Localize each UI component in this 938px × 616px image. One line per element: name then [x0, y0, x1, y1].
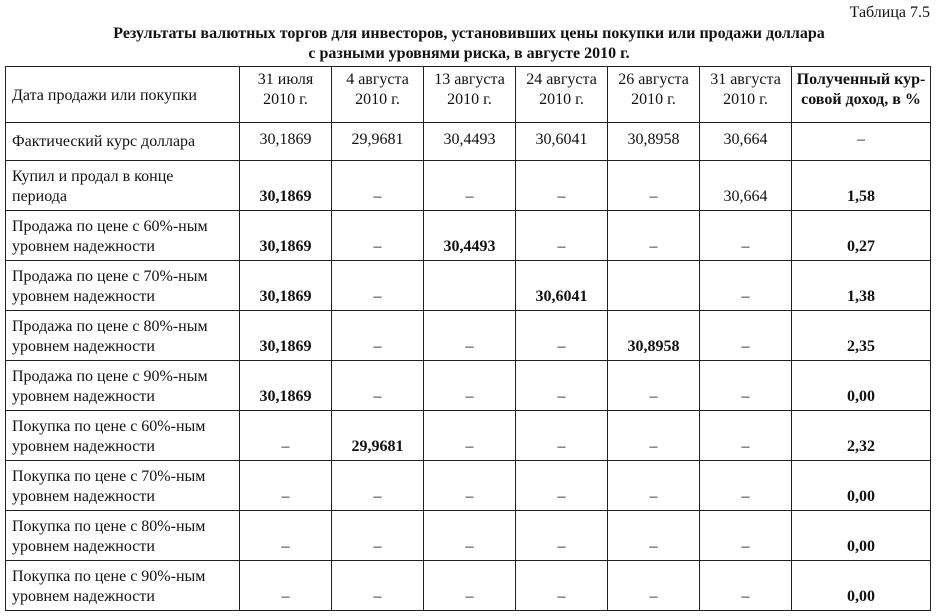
header-date-cell: 31 августа 2010 г.	[700, 67, 792, 123]
table-row	[6, 211, 931, 261]
table-cell: –	[608, 211, 700, 261]
table-cell: 30,4493	[424, 211, 516, 261]
table-cell: 30,4493	[424, 123, 516, 161]
result-cell: 0,27	[792, 211, 931, 261]
table-row	[6, 561, 931, 611]
table-cell: –	[424, 161, 516, 211]
table-cell: –	[240, 461, 332, 511]
table-cell: –	[700, 261, 792, 311]
header-date-cell: 13 августа 2010 г.	[424, 67, 516, 123]
table-cell: –	[792, 123, 931, 161]
row-label: Покупка по цене с 70%-ным уровнем надежности	[6, 461, 240, 511]
row-label: Покупка по цене с 80%-ным уровнем надежности	[6, 511, 240, 561]
header-date-cell: 26 августа 2010 г.	[608, 67, 700, 123]
table-cell: –	[608, 561, 700, 611]
table-cell: 30,8958	[608, 311, 700, 361]
table-cell: –	[332, 161, 424, 211]
table-cell: –	[516, 461, 608, 511]
row-label: Покупка по цене с 60%-ным уровнем надежности	[6, 411, 240, 461]
caption-line-1: Результаты валютных торгов для инвесторов, установивших цены покупки или продажи доллара	[113, 25, 825, 42]
table-row	[6, 161, 931, 211]
header-date-cell: 4 августа 2010 г.	[332, 67, 424, 123]
table-row	[6, 261, 931, 311]
table-number: Таблица 7.5	[849, 4, 930, 21]
table-cell: –	[700, 511, 792, 561]
row-label: Продажа по цене с 80%-ным уровнем надежности	[6, 311, 240, 361]
header-row	[6, 67, 931, 123]
table-cell: –	[332, 211, 424, 261]
result-cell: 2,35	[792, 311, 931, 361]
table-cell: –	[424, 561, 516, 611]
result-cell: 0,00	[792, 461, 931, 511]
table-cell: –	[700, 361, 792, 411]
result-cell: 0,00	[792, 511, 931, 561]
table-cell: 30,1869	[240, 123, 332, 161]
table-cell: –	[516, 311, 608, 361]
table-cell	[424, 261, 516, 311]
table-cell: –	[516, 511, 608, 561]
table-cell: –	[240, 561, 332, 611]
table-cell: 30,1869	[240, 311, 332, 361]
header-date-cell: 31 июля 2010 г.	[240, 67, 332, 123]
rate-row-label: Фактический курс доллара	[6, 123, 240, 161]
table-cell: –	[424, 511, 516, 561]
table-cell: –	[332, 261, 424, 311]
table-cell: –	[424, 361, 516, 411]
table-caption	[0, 24, 938, 64]
results-table	[5, 66, 931, 611]
table-cell: 29,9681	[332, 411, 424, 461]
table-cell: –	[332, 511, 424, 561]
row-label: Продажа по цене с 90%-ным уровнем надежности	[6, 361, 240, 411]
caption-line-2: с разными уровнями риска, в августе 2010 г.	[308, 45, 630, 62]
table-cell: 30,1869	[240, 261, 332, 311]
table-row	[6, 311, 931, 361]
table-cell: –	[700, 211, 792, 261]
table-cell: –	[516, 361, 608, 411]
table-cell: –	[332, 461, 424, 511]
table-cell: –	[240, 511, 332, 561]
table-row	[6, 361, 931, 411]
result-cell: 0,00	[792, 561, 931, 611]
table-cell	[608, 261, 700, 311]
table-cell: –	[700, 461, 792, 511]
table-cell: –	[424, 461, 516, 511]
table-cell: –	[332, 361, 424, 411]
table-cell: –	[332, 561, 424, 611]
table-row	[6, 411, 931, 461]
table-cell: –	[700, 311, 792, 361]
table-cell: –	[424, 411, 516, 461]
header-result-cell: Полученный кур- совой доход, в %	[792, 67, 931, 123]
row-label: Покупка по цене с 90%-ным уровнем надежности	[6, 561, 240, 611]
table-cell: 30,1869	[240, 161, 332, 211]
result-cell: 2,32	[792, 411, 931, 461]
table-cell: –	[608, 461, 700, 511]
table-cell: 30,6041	[516, 123, 608, 161]
header-first-cell: Дата продажи или покупки	[6, 67, 240, 123]
table-cell: –	[608, 361, 700, 411]
table-cell: –	[608, 411, 700, 461]
table-cell: 30,6041	[516, 261, 608, 311]
header-date-cell: 24 августа 2010 г.	[516, 67, 608, 123]
table-cell: 30,664	[700, 161, 792, 211]
table-cell: –	[516, 161, 608, 211]
table-cell: –	[332, 311, 424, 361]
table-cell: 30,1869	[240, 211, 332, 261]
table-cell: –	[608, 511, 700, 561]
row-label: Продажа по цене с 70%-ным уровнем надежности	[6, 261, 240, 311]
result-cell: 0,00	[792, 361, 931, 411]
table-cell: 30,664	[700, 123, 792, 161]
table-cell: –	[700, 411, 792, 461]
table-cell: –	[424, 311, 516, 361]
row-label: Купил и продал в конце периода	[6, 161, 240, 211]
result-cell: 1,38	[792, 261, 931, 311]
row-label: Продажа по цене с 60%-ным уровнем надежности	[6, 211, 240, 261]
result-cell: 1,58	[792, 161, 931, 211]
table-cell: –	[240, 411, 332, 461]
rate-row	[6, 123, 931, 161]
table-cell: 30,8958	[608, 123, 700, 161]
table-row	[6, 511, 931, 561]
table-row	[6, 461, 931, 511]
table-cell: 30,1869	[240, 361, 332, 411]
table-cell: 29,9681	[332, 123, 424, 161]
table-cell: –	[700, 561, 792, 611]
table-cell: –	[516, 211, 608, 261]
table-cell: –	[608, 161, 700, 211]
table-cell: –	[516, 411, 608, 461]
table-cell: –	[516, 561, 608, 611]
